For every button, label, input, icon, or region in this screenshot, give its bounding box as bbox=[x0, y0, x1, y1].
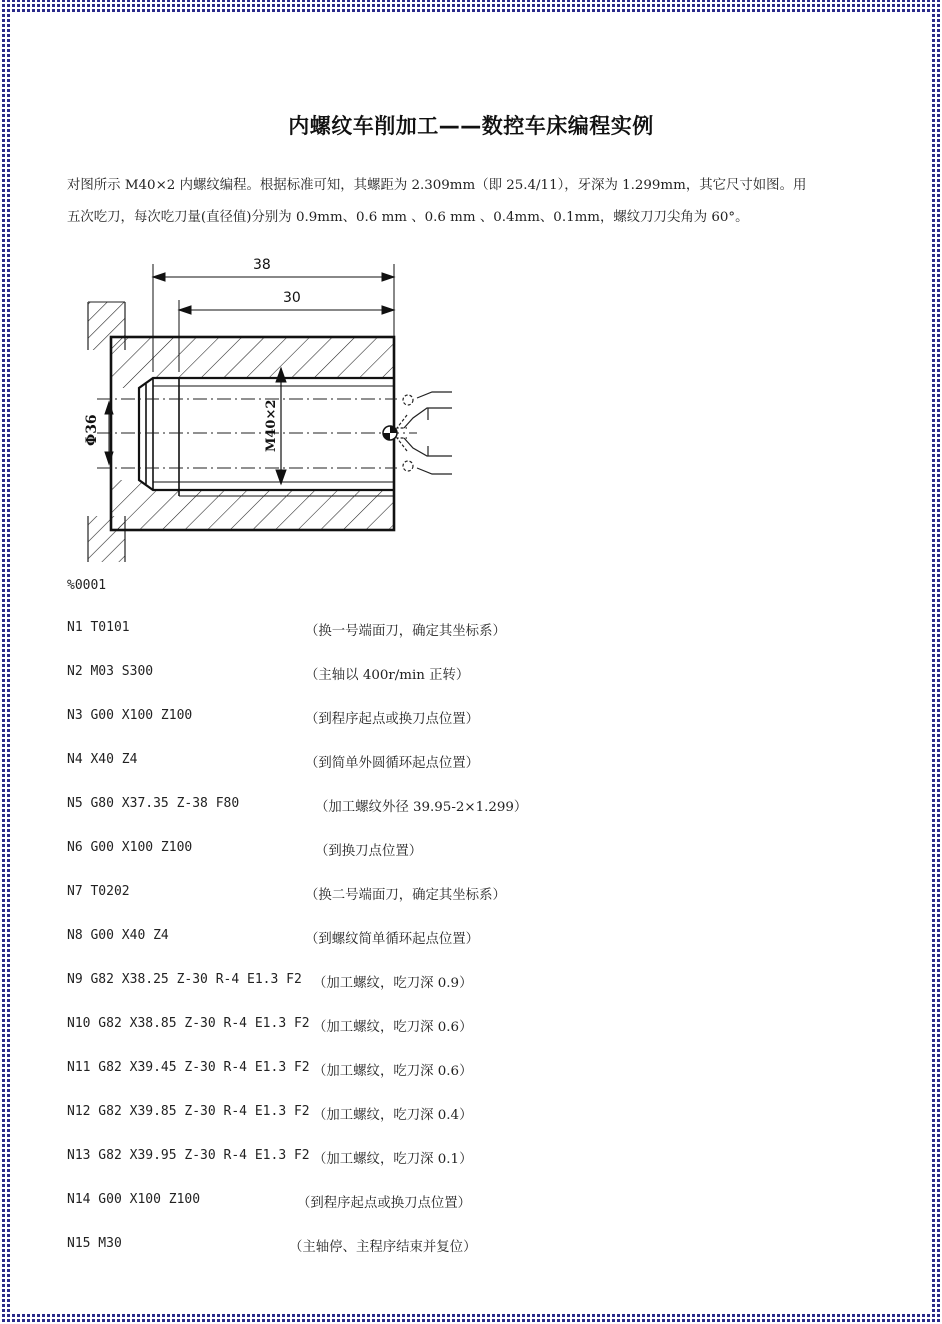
program-code: N15 M30 bbox=[67, 1236, 122, 1251]
program-line bbox=[67, 708, 867, 728]
program-line bbox=[67, 664, 867, 684]
program-line bbox=[67, 1060, 867, 1080]
program-comment: （换二号端面刀，确定其坐标系） bbox=[305, 888, 506, 903]
program-code: N10 G82 X38.85 Z-30 R-4 E1.3 F2 bbox=[67, 1016, 310, 1031]
dimension-label-30: 30 bbox=[283, 290, 301, 306]
program-code: N9 G82 X38.25 Z-30 R-4 E1.3 F2 bbox=[67, 972, 302, 987]
program-line bbox=[67, 928, 867, 948]
program-code: N8 G00 X40 Z4 bbox=[67, 928, 169, 943]
program-code: N4 X40 Z4 bbox=[67, 752, 138, 767]
program-comment: （加工螺纹，吃刀深 0.6） bbox=[313, 1064, 473, 1079]
document-title: 内螺纹车削加工——数控车床编程实例 bbox=[288, 114, 654, 138]
program-comment: （到程序起点或换刀点位置） bbox=[305, 712, 480, 727]
program-code: N13 G82 X39.95 Z-30 R-4 E1.3 F2 bbox=[67, 1148, 310, 1163]
program-comment: （加工螺纹，吃刀深 0.6） bbox=[313, 1020, 473, 1035]
program-comment: （加工螺纹，吃刀深 0.9） bbox=[313, 976, 473, 991]
program-line bbox=[67, 620, 867, 640]
start-point-marker bbox=[383, 426, 397, 440]
program-line bbox=[67, 1104, 867, 1124]
program-line bbox=[67, 1192, 867, 1212]
program-code: N14 G00 X100 Z100 bbox=[67, 1192, 201, 1207]
program-code: N5 G80 X37.35 Z-38 F80 bbox=[67, 796, 240, 811]
dimension-label-m40x2: M40×2 bbox=[264, 399, 279, 452]
threading-tool bbox=[397, 392, 452, 474]
center-lines bbox=[97, 399, 417, 468]
program-comment: （加工螺纹，吃刀深 0.4） bbox=[313, 1108, 473, 1123]
program-code: N6 G00 X100 Z100 bbox=[67, 840, 193, 855]
program-code: N2 M03 S300 bbox=[67, 664, 154, 679]
dimension-label-phi36: Φ36 bbox=[84, 414, 100, 446]
program-comment: （到换刀点位置） bbox=[315, 844, 423, 859]
program-header: %0001 bbox=[67, 578, 107, 593]
program-comment: （到程序起点或换刀点位置） bbox=[297, 1196, 472, 1211]
program-comment: （到简单外圆循环起点位置） bbox=[305, 756, 480, 771]
program-line bbox=[67, 752, 867, 772]
program-comment: （加工螺纹外径 39.95-2×1.299） bbox=[315, 800, 528, 815]
program-comment: （主轴停、主程序结束并复位） bbox=[289, 1240, 477, 1255]
program-line bbox=[67, 972, 867, 992]
thread-drawing bbox=[67, 240, 467, 570]
program-comment: （换一号端面刀，确定其坐标系） bbox=[305, 624, 506, 639]
program-code: N1 T0101 bbox=[67, 620, 130, 635]
program-line bbox=[67, 1016, 867, 1036]
program-code: N7 T0202 bbox=[67, 884, 130, 899]
program-line bbox=[67, 1148, 867, 1168]
dimension-label-38: 38 bbox=[253, 257, 271, 273]
program-line bbox=[67, 796, 867, 816]
program-code: N3 G00 X100 Z100 bbox=[67, 708, 193, 723]
program-line bbox=[67, 840, 867, 860]
intro-line: 对图所示 M40×2 内螺纹编程。根据标准可知，其螺距为 2.309mm（即 25.4/11），牙深为 1.299mm，其它尺寸如图。用 bbox=[67, 178, 807, 193]
document-page bbox=[12, 12, 930, 1312]
program-code: N11 G82 X39.45 Z-30 R-4 E1.3 F2 bbox=[67, 1060, 310, 1075]
program-code: N12 G82 X39.85 Z-30 R-4 E1.3 F2 bbox=[67, 1104, 310, 1119]
program-line bbox=[67, 1236, 867, 1256]
program-comment: （到螺纹简单循环起点位置） bbox=[305, 932, 480, 947]
intro-line: 五次吃刀，每次吃刀量(直径值)分别为 0.9mm、0.6 mm 、0.6 mm 、0.4mm、0.1mm，螺纹刀刀尖角为 60°。 bbox=[67, 210, 749, 225]
program-comment: （加工螺纹，吃刀深 0.1） bbox=[313, 1152, 473, 1167]
program-comment: （主轴以 400r/min 正转） bbox=[305, 668, 470, 683]
intro-paragraph bbox=[67, 170, 887, 234]
program-line bbox=[67, 884, 867, 904]
